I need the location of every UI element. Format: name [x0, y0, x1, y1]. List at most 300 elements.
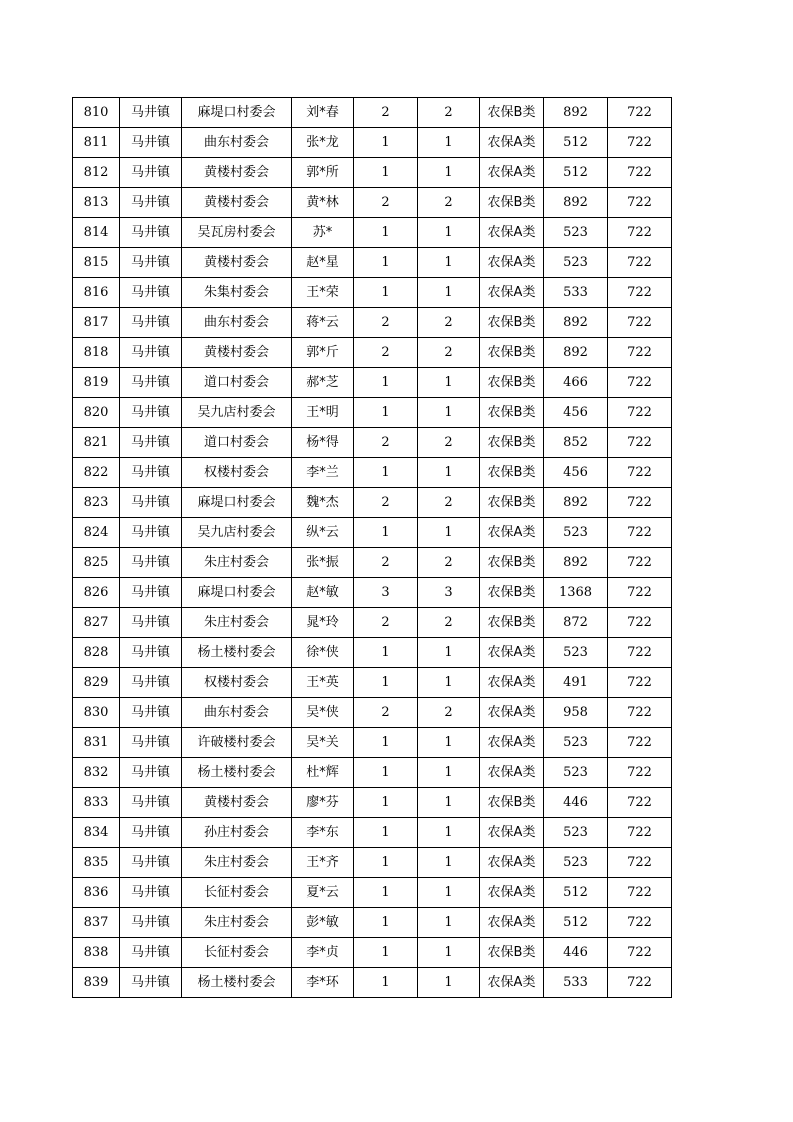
amount-cell: 523 — [544, 638, 608, 668]
standard-cell: 722 — [608, 818, 672, 848]
count-cell-a: 1 — [354, 638, 418, 668]
count-cell-a: 1 — [354, 968, 418, 998]
table-row — [73, 218, 672, 248]
row-number-cell: 833 — [73, 788, 120, 818]
insurance-category-cell: 农保B类 — [480, 608, 544, 638]
table-body — [73, 98, 672, 998]
row-number-cell: 831 — [73, 728, 120, 758]
count-cell-a: 1 — [354, 128, 418, 158]
village-committee-cell: 许破楼村委会 — [182, 728, 292, 758]
count-cell-b: 1 — [418, 158, 480, 188]
village-committee-cell: 长征村委会 — [182, 938, 292, 968]
town-cell: 马井镇 — [120, 818, 182, 848]
row-number-cell: 819 — [73, 368, 120, 398]
insurance-category-cell: 农保A类 — [480, 158, 544, 188]
village-committee-cell: 朱庄村委会 — [182, 548, 292, 578]
amount-cell: 466 — [544, 368, 608, 398]
count-cell-a: 2 — [354, 428, 418, 458]
name-cell: 赵*敏 — [292, 578, 354, 608]
insurance-category-cell: 农保A类 — [480, 758, 544, 788]
count-cell-a: 1 — [354, 728, 418, 758]
row-number-cell: 827 — [73, 608, 120, 638]
village-committee-cell: 吴九店村委会 — [182, 518, 292, 548]
count-cell-a: 2 — [354, 338, 418, 368]
village-committee-cell: 朱集村委会 — [182, 278, 292, 308]
name-cell: 赵*星 — [292, 248, 354, 278]
name-cell: 王*明 — [292, 398, 354, 428]
standard-cell: 722 — [608, 128, 672, 158]
row-number-cell: 815 — [73, 248, 120, 278]
amount-cell: 523 — [544, 758, 608, 788]
village-committee-cell: 杨土楼村委会 — [182, 968, 292, 998]
count-cell-b: 2 — [418, 698, 480, 728]
insurance-category-cell: 农保B类 — [480, 368, 544, 398]
amount-cell: 523 — [544, 848, 608, 878]
table-row — [73, 698, 672, 728]
row-number-cell: 813 — [73, 188, 120, 218]
village-committee-cell: 权楼村委会 — [182, 458, 292, 488]
insurance-category-cell: 农保A类 — [480, 128, 544, 158]
name-cell: 郝*芝 — [292, 368, 354, 398]
table-row — [73, 548, 672, 578]
amount-cell: 523 — [544, 248, 608, 278]
table-row — [73, 968, 672, 998]
count-cell-b: 1 — [418, 938, 480, 968]
insurance-category-cell: 农保A类 — [480, 848, 544, 878]
name-cell: 黄*林 — [292, 188, 354, 218]
town-cell: 马井镇 — [120, 428, 182, 458]
amount-cell: 491 — [544, 668, 608, 698]
count-cell-b: 1 — [418, 818, 480, 848]
count-cell-a: 2 — [354, 548, 418, 578]
count-cell-b: 1 — [418, 728, 480, 758]
insurance-category-cell: 农保A类 — [480, 668, 544, 698]
standard-cell: 722 — [608, 188, 672, 218]
amount-cell: 523 — [544, 818, 608, 848]
standard-cell: 722 — [608, 218, 672, 248]
standard-cell: 722 — [608, 308, 672, 338]
count-cell-a: 1 — [354, 818, 418, 848]
count-cell-b: 1 — [418, 878, 480, 908]
amount-cell: 872 — [544, 608, 608, 638]
row-number-cell: 839 — [73, 968, 120, 998]
count-cell-b: 2 — [418, 428, 480, 458]
town-cell: 马井镇 — [120, 98, 182, 128]
row-number-cell: 820 — [73, 398, 120, 428]
count-cell-b: 1 — [418, 968, 480, 998]
count-cell-b: 1 — [418, 758, 480, 788]
town-cell: 马井镇 — [120, 968, 182, 998]
insurance-category-cell: 农保A类 — [480, 638, 544, 668]
count-cell-a: 2 — [354, 608, 418, 638]
row-number-cell: 837 — [73, 908, 120, 938]
row-number-cell: 828 — [73, 638, 120, 668]
town-cell: 马井镇 — [120, 458, 182, 488]
count-cell-b: 2 — [418, 338, 480, 368]
village-committee-cell: 朱庄村委会 — [182, 608, 292, 638]
town-cell: 马井镇 — [120, 608, 182, 638]
village-committee-cell: 黄楼村委会 — [182, 188, 292, 218]
town-cell: 马井镇 — [120, 308, 182, 338]
table-row — [73, 848, 672, 878]
village-committee-cell: 长征村委会 — [182, 878, 292, 908]
amount-cell: 456 — [544, 398, 608, 428]
count-cell-b: 1 — [418, 248, 480, 278]
insurance-category-cell: 农保A类 — [480, 278, 544, 308]
count-cell-b: 1 — [418, 278, 480, 308]
standard-cell: 722 — [608, 848, 672, 878]
standard-cell: 722 — [608, 968, 672, 998]
town-cell: 马井镇 — [120, 758, 182, 788]
name-cell: 郭*所 — [292, 158, 354, 188]
name-cell: 郭*斤 — [292, 338, 354, 368]
name-cell: 李*环 — [292, 968, 354, 998]
table-row — [73, 878, 672, 908]
standard-cell: 722 — [608, 488, 672, 518]
amount-cell: 456 — [544, 458, 608, 488]
amount-cell: 446 — [544, 938, 608, 968]
standard-cell: 722 — [608, 398, 672, 428]
insurance-category-cell: 农保A类 — [480, 818, 544, 848]
count-cell-b: 1 — [418, 518, 480, 548]
standard-cell: 722 — [608, 248, 672, 278]
count-cell-b: 1 — [418, 908, 480, 938]
table-row — [73, 278, 672, 308]
village-committee-cell: 吴瓦房村委会 — [182, 218, 292, 248]
town-cell: 马井镇 — [120, 398, 182, 428]
row-number-cell: 810 — [73, 98, 120, 128]
table-row — [73, 458, 672, 488]
row-number-cell: 817 — [73, 308, 120, 338]
standard-cell: 722 — [608, 638, 672, 668]
amount-cell: 512 — [544, 908, 608, 938]
village-committee-cell: 道口村委会 — [182, 428, 292, 458]
insurance-category-cell: 农保B类 — [480, 98, 544, 128]
count-cell-a: 1 — [354, 458, 418, 488]
count-cell-a: 2 — [354, 488, 418, 518]
row-number-cell: 834 — [73, 818, 120, 848]
table-row — [73, 248, 672, 278]
name-cell: 彭*敏 — [292, 908, 354, 938]
amount-cell: 512 — [544, 128, 608, 158]
standard-cell: 722 — [608, 548, 672, 578]
insurance-category-cell: 农保A类 — [480, 218, 544, 248]
name-cell: 徐*侠 — [292, 638, 354, 668]
table-row — [73, 338, 672, 368]
row-number-cell: 821 — [73, 428, 120, 458]
table-row — [73, 428, 672, 458]
name-cell: 苏* — [292, 218, 354, 248]
count-cell-a: 3 — [354, 578, 418, 608]
village-committee-cell: 麻堤口村委会 — [182, 98, 292, 128]
town-cell: 马井镇 — [120, 878, 182, 908]
row-number-cell: 812 — [73, 158, 120, 188]
village-committee-cell: 麻堤口村委会 — [182, 578, 292, 608]
table-row — [73, 128, 672, 158]
village-committee-cell: 朱庄村委会 — [182, 908, 292, 938]
count-cell-a: 1 — [354, 668, 418, 698]
amount-cell: 446 — [544, 788, 608, 818]
name-cell: 杜*辉 — [292, 758, 354, 788]
town-cell: 马井镇 — [120, 728, 182, 758]
table-row — [73, 638, 672, 668]
table-row — [73, 818, 672, 848]
count-cell-b: 1 — [418, 218, 480, 248]
insurance-category-cell: 农保A类 — [480, 908, 544, 938]
insurance-category-cell: 农保B类 — [480, 488, 544, 518]
count-cell-b: 2 — [418, 188, 480, 218]
count-cell-a: 2 — [354, 308, 418, 338]
table-row — [73, 938, 672, 968]
village-committee-cell: 黄楼村委会 — [182, 158, 292, 188]
count-cell-b: 1 — [418, 638, 480, 668]
town-cell: 马井镇 — [120, 788, 182, 818]
town-cell: 马井镇 — [120, 908, 182, 938]
count-cell-a: 1 — [354, 788, 418, 818]
name-cell: 李*贞 — [292, 938, 354, 968]
table-row — [73, 578, 672, 608]
standard-cell: 722 — [608, 458, 672, 488]
table-row — [73, 608, 672, 638]
count-cell-a: 1 — [354, 518, 418, 548]
standard-cell: 722 — [608, 938, 672, 968]
standard-cell: 722 — [608, 728, 672, 758]
town-cell: 马井镇 — [120, 218, 182, 248]
town-cell: 马井镇 — [120, 548, 182, 578]
row-number-cell: 822 — [73, 458, 120, 488]
village-committee-cell: 麻堤口村委会 — [182, 488, 292, 518]
name-cell: 李*兰 — [292, 458, 354, 488]
row-number-cell: 832 — [73, 758, 120, 788]
village-committee-cell: 黄楼村委会 — [182, 248, 292, 278]
count-cell-b: 1 — [418, 458, 480, 488]
count-cell-b: 1 — [418, 788, 480, 818]
town-cell: 马井镇 — [120, 938, 182, 968]
standard-cell: 722 — [608, 278, 672, 308]
count-cell-a: 1 — [354, 158, 418, 188]
town-cell: 马井镇 — [120, 278, 182, 308]
name-cell: 王*荣 — [292, 278, 354, 308]
row-number-cell: 814 — [73, 218, 120, 248]
insurance-category-cell: 农保B类 — [480, 578, 544, 608]
amount-cell: 892 — [544, 548, 608, 578]
insurance-category-cell: 农保A类 — [480, 728, 544, 758]
row-number-cell: 830 — [73, 698, 120, 728]
row-number-cell: 818 — [73, 338, 120, 368]
row-number-cell: 836 — [73, 878, 120, 908]
count-cell-a: 2 — [354, 188, 418, 218]
insurance-category-cell: 农保A类 — [480, 878, 544, 908]
name-cell: 纵*云 — [292, 518, 354, 548]
row-number-cell: 825 — [73, 548, 120, 578]
insurance-category-cell: 农保B类 — [480, 308, 544, 338]
name-cell: 夏*云 — [292, 878, 354, 908]
village-committee-cell: 权楼村委会 — [182, 668, 292, 698]
name-cell: 张*龙 — [292, 128, 354, 158]
town-cell: 马井镇 — [120, 698, 182, 728]
insurance-category-cell: 农保B类 — [480, 428, 544, 458]
count-cell-b: 2 — [418, 308, 480, 338]
amount-cell: 892 — [544, 308, 608, 338]
town-cell: 马井镇 — [120, 488, 182, 518]
count-cell-b: 1 — [418, 848, 480, 878]
name-cell: 王*英 — [292, 668, 354, 698]
insurance-category-cell: 农保B类 — [480, 338, 544, 368]
amount-cell: 958 — [544, 698, 608, 728]
town-cell: 马井镇 — [120, 338, 182, 368]
row-number-cell: 811 — [73, 128, 120, 158]
name-cell: 张*振 — [292, 548, 354, 578]
table-row — [73, 728, 672, 758]
village-committee-cell: 黄楼村委会 — [182, 338, 292, 368]
standard-cell: 722 — [608, 338, 672, 368]
village-committee-cell: 孙庄村委会 — [182, 818, 292, 848]
count-cell-a: 1 — [354, 908, 418, 938]
amount-cell: 892 — [544, 98, 608, 128]
table-row — [73, 518, 672, 548]
village-committee-cell: 曲东村委会 — [182, 128, 292, 158]
amount-cell: 523 — [544, 218, 608, 248]
village-committee-cell: 吴九店村委会 — [182, 398, 292, 428]
row-number-cell: 824 — [73, 518, 120, 548]
town-cell: 马井镇 — [120, 248, 182, 278]
amount-cell: 533 — [544, 278, 608, 308]
insurance-category-cell: 农保B类 — [480, 548, 544, 578]
name-cell: 刘*春 — [292, 98, 354, 128]
table-row — [73, 668, 672, 698]
standard-cell: 722 — [608, 158, 672, 188]
count-cell-b: 1 — [418, 398, 480, 428]
table-row — [73, 488, 672, 518]
count-cell-b: 3 — [418, 578, 480, 608]
insurance-category-cell: 农保B类 — [480, 398, 544, 428]
row-number-cell: 823 — [73, 488, 120, 518]
count-cell-b: 2 — [418, 608, 480, 638]
count-cell-b: 1 — [418, 128, 480, 158]
count-cell-a: 1 — [354, 218, 418, 248]
insurance-category-cell: 农保B类 — [480, 788, 544, 818]
town-cell: 马井镇 — [120, 368, 182, 398]
count-cell-b: 1 — [418, 668, 480, 698]
amount-cell: 852 — [544, 428, 608, 458]
count-cell-a: 1 — [354, 758, 418, 788]
amount-cell: 892 — [544, 338, 608, 368]
town-cell: 马井镇 — [120, 848, 182, 878]
insurance-category-cell: 农保A类 — [480, 968, 544, 998]
amount-cell: 523 — [544, 728, 608, 758]
count-cell-b: 2 — [418, 548, 480, 578]
insurance-category-cell: 农保B类 — [480, 938, 544, 968]
row-number-cell: 816 — [73, 278, 120, 308]
standard-cell: 722 — [608, 908, 672, 938]
count-cell-a: 2 — [354, 698, 418, 728]
standard-cell: 722 — [608, 518, 672, 548]
row-number-cell: 835 — [73, 848, 120, 878]
table-row — [73, 908, 672, 938]
table-row — [73, 188, 672, 218]
village-committee-cell: 朱庄村委会 — [182, 848, 292, 878]
insurance-category-cell: 农保B类 — [480, 188, 544, 218]
amount-cell: 523 — [544, 518, 608, 548]
count-cell-b: 1 — [418, 368, 480, 398]
table-row — [73, 98, 672, 128]
standard-cell: 722 — [608, 668, 672, 698]
table-row — [73, 398, 672, 428]
amount-cell: 892 — [544, 488, 608, 518]
insurance-category-cell: 农保B类 — [480, 458, 544, 488]
standard-cell: 722 — [608, 368, 672, 398]
insurance-category-cell: 农保A类 — [480, 248, 544, 278]
count-cell-b: 2 — [418, 488, 480, 518]
standard-cell: 722 — [608, 698, 672, 728]
row-number-cell: 829 — [73, 668, 120, 698]
insurance-category-cell: 农保A类 — [480, 518, 544, 548]
village-committee-cell: 黄楼村委会 — [182, 788, 292, 818]
row-number-cell: 838 — [73, 938, 120, 968]
village-committee-cell: 曲东村委会 — [182, 308, 292, 338]
town-cell: 马井镇 — [120, 188, 182, 218]
count-cell-a: 2 — [354, 98, 418, 128]
village-committee-cell: 杨土楼村委会 — [182, 758, 292, 788]
town-cell: 马井镇 — [120, 158, 182, 188]
table-row — [73, 368, 672, 398]
name-cell: 魏*杰 — [292, 488, 354, 518]
standard-cell: 722 — [608, 788, 672, 818]
name-cell: 王*齐 — [292, 848, 354, 878]
count-cell-a: 1 — [354, 938, 418, 968]
amount-cell: 512 — [544, 158, 608, 188]
table-row — [73, 158, 672, 188]
table-row — [73, 308, 672, 338]
name-cell: 李*东 — [292, 818, 354, 848]
town-cell: 马井镇 — [120, 578, 182, 608]
standard-cell: 722 — [608, 428, 672, 458]
town-cell: 马井镇 — [120, 128, 182, 158]
amount-cell: 892 — [544, 188, 608, 218]
town-cell: 马井镇 — [120, 518, 182, 548]
insurance-category-cell: 农保A类 — [480, 698, 544, 728]
count-cell-a: 1 — [354, 848, 418, 878]
amount-cell: 533 — [544, 968, 608, 998]
name-cell: 晁*玲 — [292, 608, 354, 638]
standard-cell: 722 — [608, 98, 672, 128]
table-row — [73, 758, 672, 788]
data-table — [72, 97, 672, 998]
count-cell-a: 1 — [354, 398, 418, 428]
table-row — [73, 788, 672, 818]
village-committee-cell: 杨土楼村委会 — [182, 638, 292, 668]
village-committee-cell: 道口村委会 — [182, 368, 292, 398]
count-cell-a: 1 — [354, 368, 418, 398]
name-cell: 吴*关 — [292, 728, 354, 758]
name-cell: 廖*芬 — [292, 788, 354, 818]
town-cell: 马井镇 — [120, 668, 182, 698]
standard-cell: 722 — [608, 578, 672, 608]
name-cell: 蒋*云 — [292, 308, 354, 338]
amount-cell: 512 — [544, 878, 608, 908]
standard-cell: 722 — [608, 878, 672, 908]
amount-cell: 1368 — [544, 578, 608, 608]
village-committee-cell: 曲东村委会 — [182, 698, 292, 728]
name-cell: 吴*侠 — [292, 698, 354, 728]
count-cell-a: 1 — [354, 878, 418, 908]
count-cell-b: 2 — [418, 98, 480, 128]
name-cell: 杨*得 — [292, 428, 354, 458]
standard-cell: 722 — [608, 608, 672, 638]
row-number-cell: 826 — [73, 578, 120, 608]
town-cell: 马井镇 — [120, 638, 182, 668]
count-cell-a: 1 — [354, 248, 418, 278]
